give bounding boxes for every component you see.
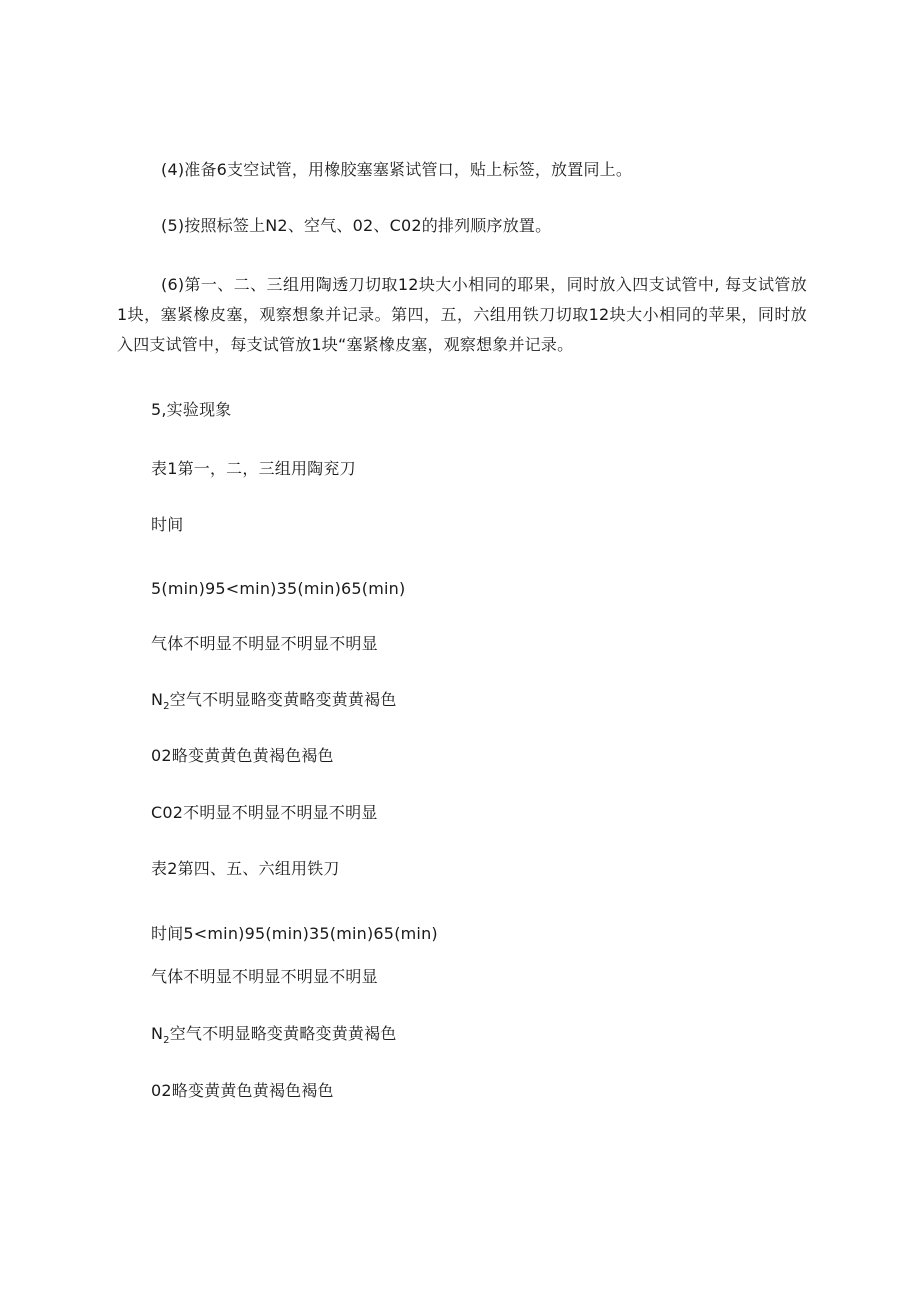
table-1-co2-row: C02不明显不明显不明显不明显 [151,803,378,822]
step-5-text: (5)按照标签上N2、空气、02、C02的排列顺序放置。 [161,216,552,235]
table-1-o2-row: 02略变黄黄色黄褐色褐色 [151,746,334,765]
step-4-text: (4)准备6支空试管，用橡胶塞塞紧试管口，贴上标签，放置同上。 [161,160,633,179]
step-6-paragraph: (6)第一、二、三组用陶透刀切取12块大小相同的耶果，同时放入四支试管中, 每支试管放1块，塞紧橡皮塞，观察想象并记录。第四，五，六组用铁刀切取12块大小相同的苹果，同时放入四支试管中，每支试管放1块“塞紧橡皮塞，观察想象并记录。 [117,275,807,354]
n2-letter: N [151,690,164,709]
section-5-heading: 5,实验现象 [151,400,232,419]
n2-row-values: 空气不明显略变黄略变黄黄褐色 [169,690,397,709]
table-2-time-row: 时间5<min)95(min)35(min)65(min) [151,924,438,943]
n2-subscript: 2 [163,1035,170,1046]
table-2-o2-row: 02略变黄黄色黄褐色褐色 [151,1081,334,1100]
n2-row-values: 空气不明显略变黄略变黄黄褐色 [169,1024,397,1043]
table-1-time-label: 时间 [151,515,184,534]
n2-letter: N [151,1024,164,1043]
n2-subscript: 2 [163,701,170,712]
table-1-gas-row: 气体不明显不明显不明显不明显 [151,634,378,653]
table-1-n2-row [151,690,397,713]
table-2-gas-row: 气体不明显不明显不明显不明显 [151,967,378,986]
table-2-caption: 表2第四、五、六组用铁刀 [151,859,340,878]
table-1-caption: 表1第一，二，三组用陶兖刀 [151,459,356,478]
table-2-n2-row [151,1024,397,1047]
table-1-time-row: 5(min)95<min)35(min)65(min) [151,579,406,598]
